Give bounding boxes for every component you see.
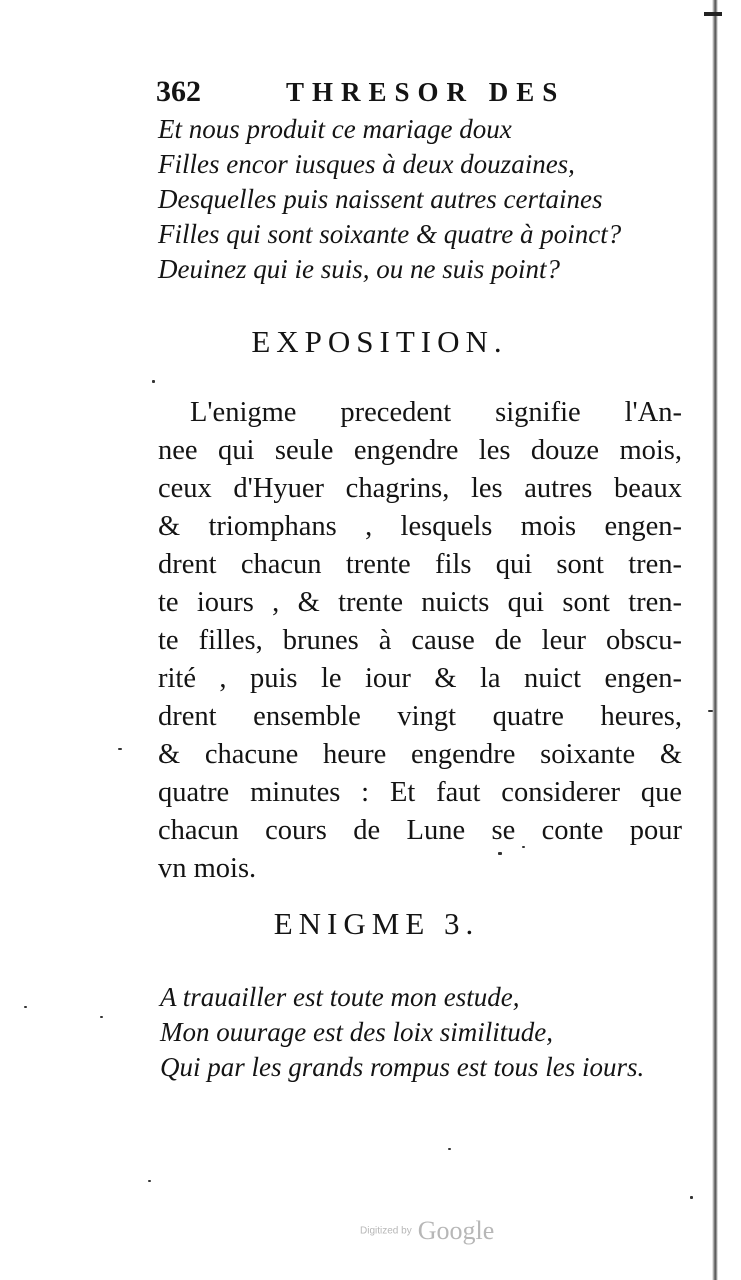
- verse-line: Filles encor iusques à deux douzaines,: [158, 149, 575, 179]
- prose-line: drent chacun trente fils qui sont tren-: [158, 549, 682, 580]
- prose-line: te filles, brunes à cause de leur obscu-: [158, 625, 682, 656]
- prose-line: drent ensemble vingt quatre heures,: [158, 701, 682, 732]
- exposition-heading: EXPOSITION.: [251, 324, 508, 359]
- verse-line: Filles qui sont soixante & quatre à poinct?: [158, 219, 622, 249]
- prose-line: & chacune heure engendre soixante &: [158, 739, 682, 770]
- prose-line: L'enigme precedent signifie l'An-: [190, 397, 682, 428]
- prose-line: te iours , & trente nuicts qui sont tren-: [158, 587, 682, 618]
- verse-line: A trauailler est toute mon estude,: [160, 982, 520, 1012]
- print-speck: [708, 710, 713, 712]
- prose-line: chacun cours de Lune se conte pour: [158, 815, 682, 846]
- watermark-prefix: Digitized by: [360, 1225, 412, 1237]
- google-logo: Google: [417, 1216, 495, 1245]
- print-speck: [118, 748, 122, 750]
- prose-line: quatre minutes : Et faut considerer que: [158, 777, 682, 808]
- running-head: [156, 72, 596, 112]
- verse-line: Desquelles puis naissent autres certaines: [158, 184, 603, 214]
- running-title: THRESOR DES: [286, 77, 566, 107]
- page-edge-shadow: [712, 0, 718, 1280]
- verse-line: Deuinez qui ie suis, ou ne suis point?: [158, 254, 560, 284]
- print-speck: [148, 1180, 151, 1182]
- print-speck: [24, 1006, 27, 1008]
- enigme-heading: ENIGME 3.: [273, 906, 480, 941]
- riddle-verse-block: [158, 112, 621, 287]
- print-speck: [690, 1196, 693, 1199]
- page-edge-mark: [704, 12, 722, 16]
- prose-line: nee qui seule engendre les douze mois,: [158, 435, 682, 466]
- verse-line: Mon ouurage est des loix similitude,: [160, 1017, 553, 1047]
- print-speck: [448, 1148, 451, 1150]
- prose-line: vn mois.: [158, 853, 257, 884]
- prose-line: rité , puis le iour & la nuict engen-: [158, 663, 682, 694]
- print-speck: [100, 1016, 103, 1018]
- print-speck: [152, 380, 155, 383]
- prose-line: ceux d'Hyuer chagrins, les autres beaux: [158, 473, 682, 504]
- google-watermark: [360, 1216, 494, 1246]
- verse-line: Qui par les grands rompus est tous les iours.: [160, 1052, 645, 1082]
- exposition-text: [158, 394, 682, 888]
- prose-line: & triomphans , lesquels mois engen-: [158, 511, 682, 542]
- verse-line: Et nous produit ce mariage doux: [158, 114, 512, 144]
- page-number: 362: [156, 75, 201, 108]
- enigme-verse-block: [160, 980, 644, 1085]
